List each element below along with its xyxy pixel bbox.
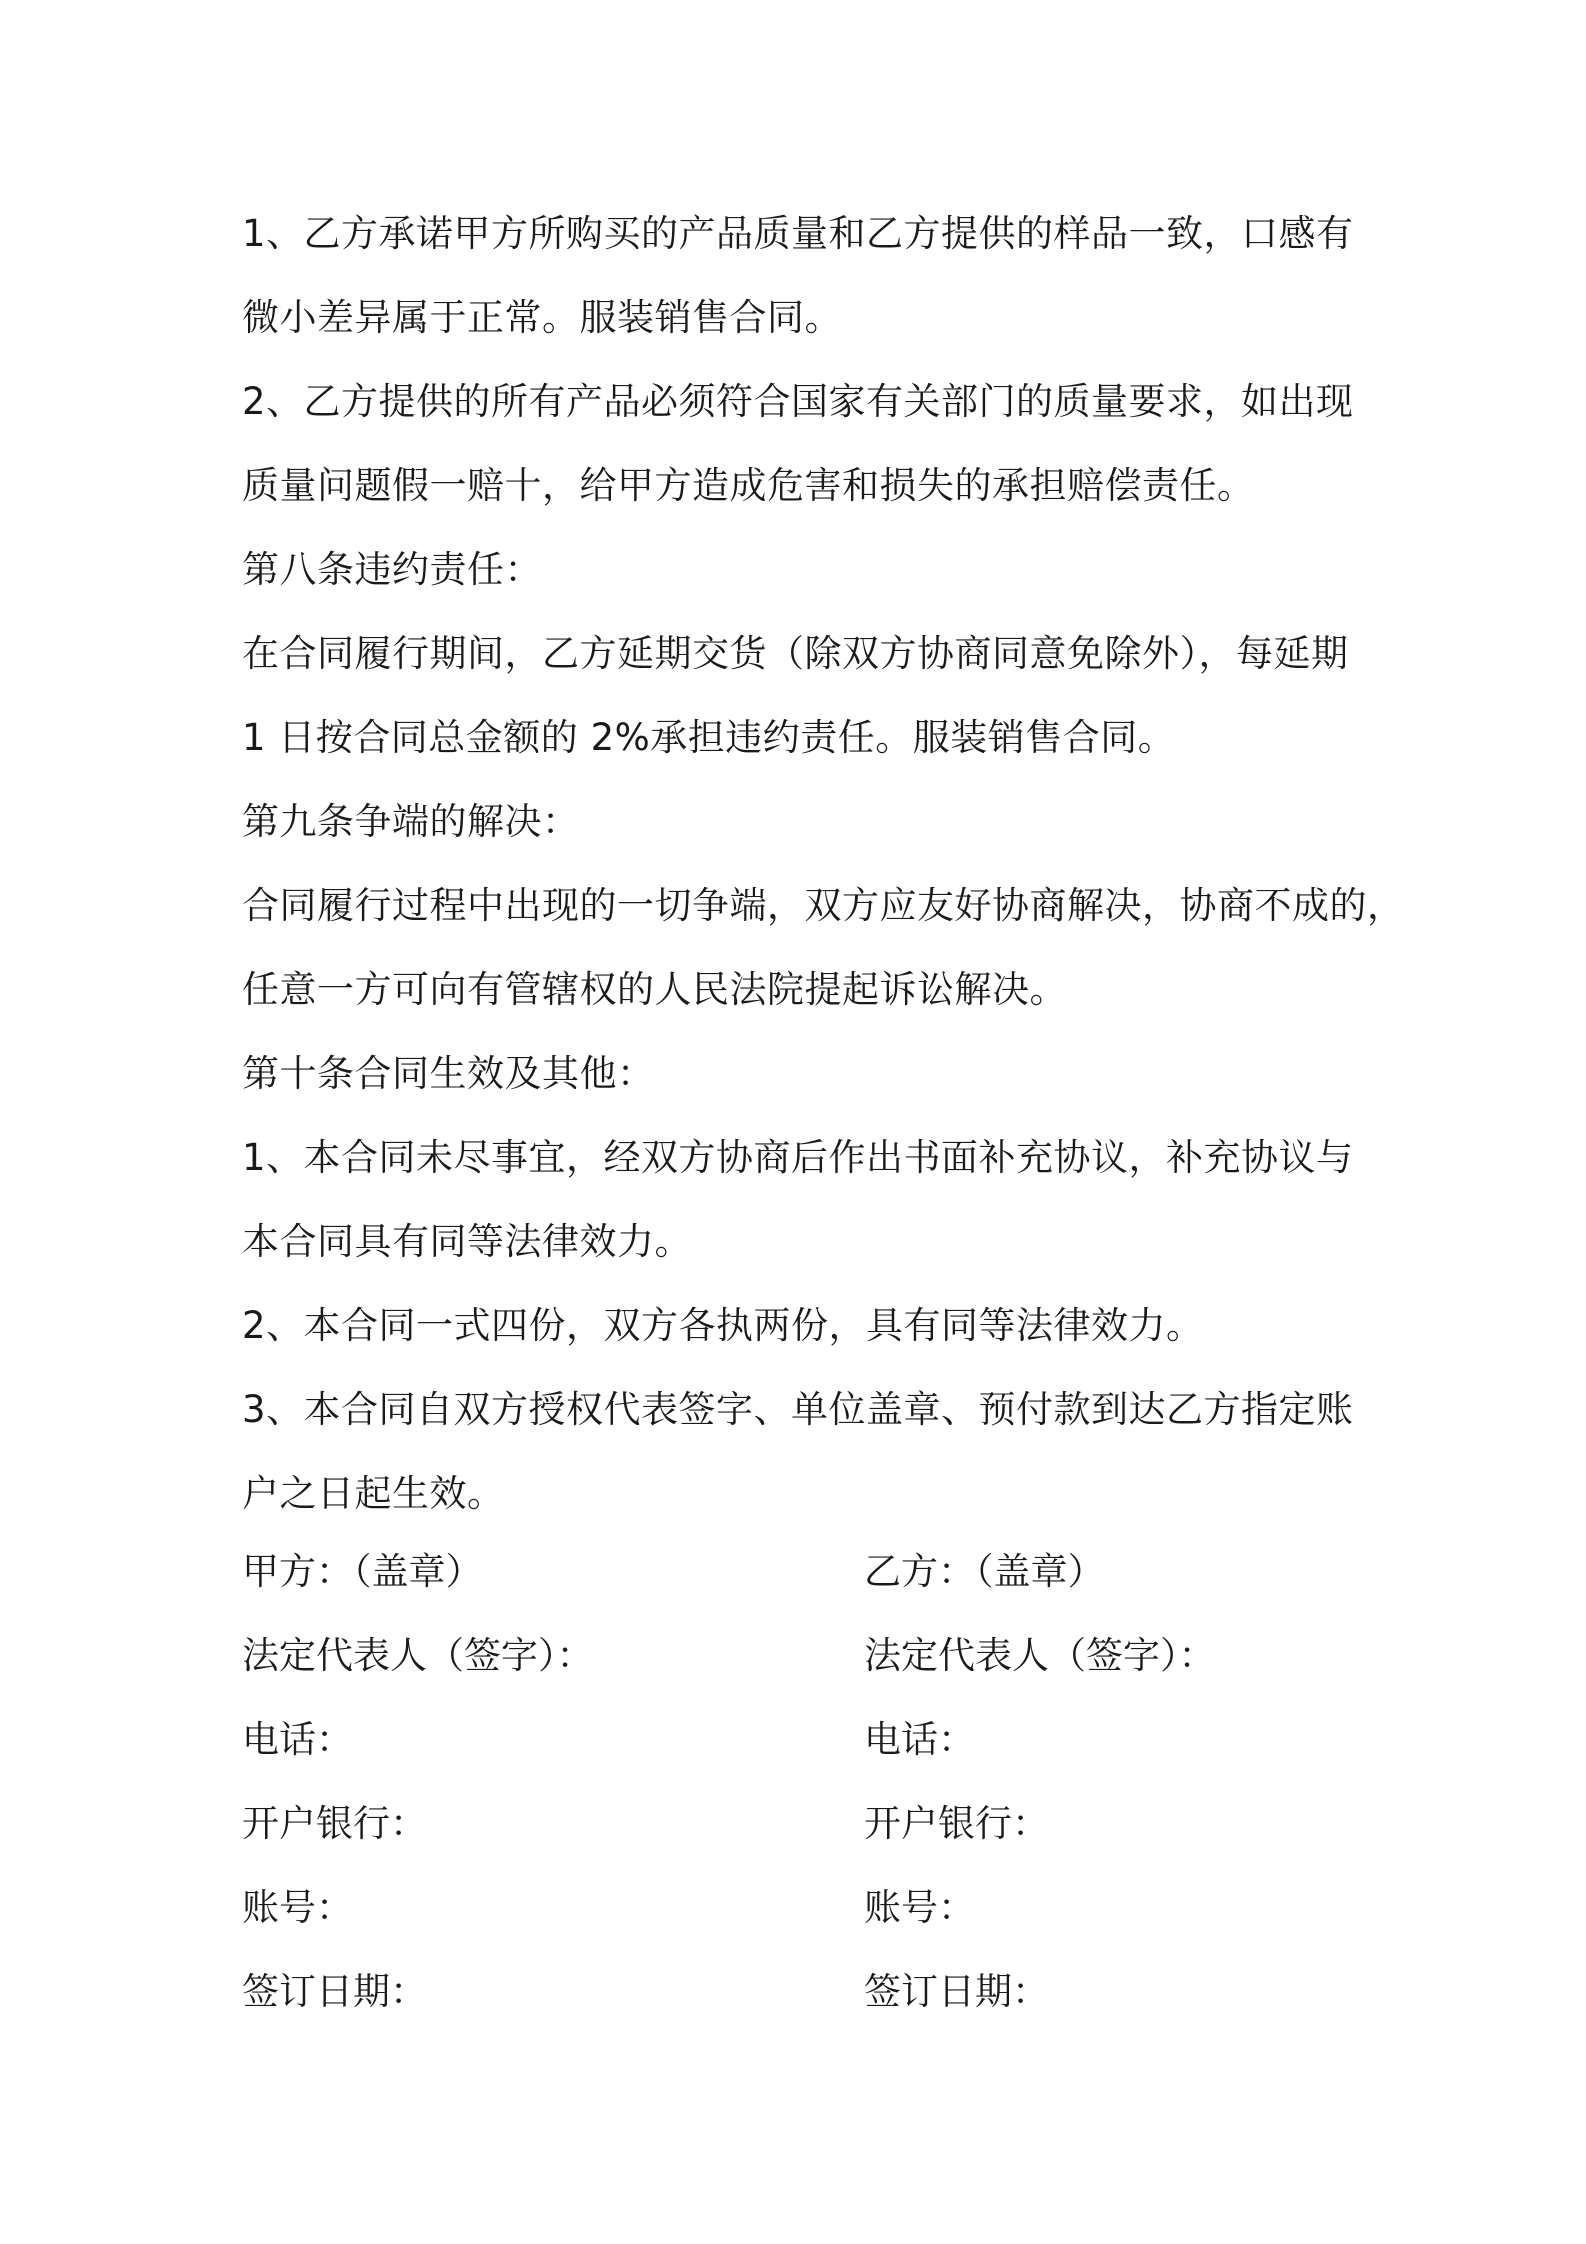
article-heading: 第九条争端的解决： (242, 800, 580, 843)
clause-line: 1、本合同未尽事宜，经双方协商后作出书面补充协议，补充协议与 (242, 1136, 1354, 1179)
contract-body (242, 192, 1405, 1536)
signature-row-representative (242, 1614, 1362, 1698)
party-a-bank: 开户银行： (242, 1802, 427, 1845)
party-a-phone: 电话： (242, 1718, 353, 1761)
clause-line: 1 日按合同总金额的 2%承担违约责任。服装销售合同。 (242, 716, 1176, 759)
clause-line: 本合同具有同等法律效力。 (242, 1220, 692, 1263)
article-heading: 第八条违约责任： (242, 548, 542, 591)
signature-row-seal (242, 1530, 1362, 1614)
signature-block (242, 1530, 1362, 2034)
party-b-seal: 乙方：（盖章） (864, 1550, 1105, 1593)
party-b-representative: 法定代表人（签字）： (864, 1634, 1216, 1677)
party-a-date: 签订日期： (242, 1970, 427, 2013)
signature-row-phone (242, 1698, 1362, 1782)
article-heading: 第十条合同生效及其他： (242, 1052, 655, 1095)
party-a-seal: 甲方：（盖章） (242, 1550, 483, 1593)
clause-line: 户之日起生效。 (242, 1472, 505, 1515)
party-b-date: 签订日期： (864, 1970, 1049, 2013)
clause-line: 1、乙方承诺甲方所购买的产品质量和乙方提供的样品一致，口感有 (242, 212, 1354, 255)
signature-row-date (242, 1950, 1362, 2034)
clause-line: 2、乙方提供的所有产品必须符合国家有关部门的质量要求，如出现 (242, 380, 1354, 423)
clause-line: 合同履行过程中出现的一切争端，双方应友好协商解决，协商不成的， (242, 884, 1405, 927)
party-b-phone: 电话： (864, 1718, 975, 1761)
party-b-account: 账号： (864, 1886, 975, 1929)
party-b-bank: 开户银行： (864, 1802, 1049, 1845)
clause-line: 3、本合同自双方授权代表签字、单位盖章、预付款到达乙方指定账 (242, 1388, 1354, 1431)
clause-line: 2、本合同一式四份，双方各执两份，具有同等法律效力。 (242, 1304, 1204, 1347)
clause-line: 微小差异属于正常。服装销售合同。 (242, 296, 842, 339)
clause-line: 任意一方可向有管辖权的人民法院提起诉讼解决。 (242, 968, 1067, 1011)
signature-row-account (242, 1866, 1362, 1950)
signature-row-bank (242, 1782, 1362, 1866)
clause-line: 在合同履行期间，乙方延期交货（除双方协商同意免除外），每延期 (242, 632, 1349, 675)
clause-line: 质量问题假一赔十，给甲方造成危害和损失的承担赔偿责任。 (242, 464, 1255, 507)
party-a-representative: 法定代表人（签字）： (242, 1634, 594, 1677)
party-a-account: 账号： (242, 1886, 353, 1929)
